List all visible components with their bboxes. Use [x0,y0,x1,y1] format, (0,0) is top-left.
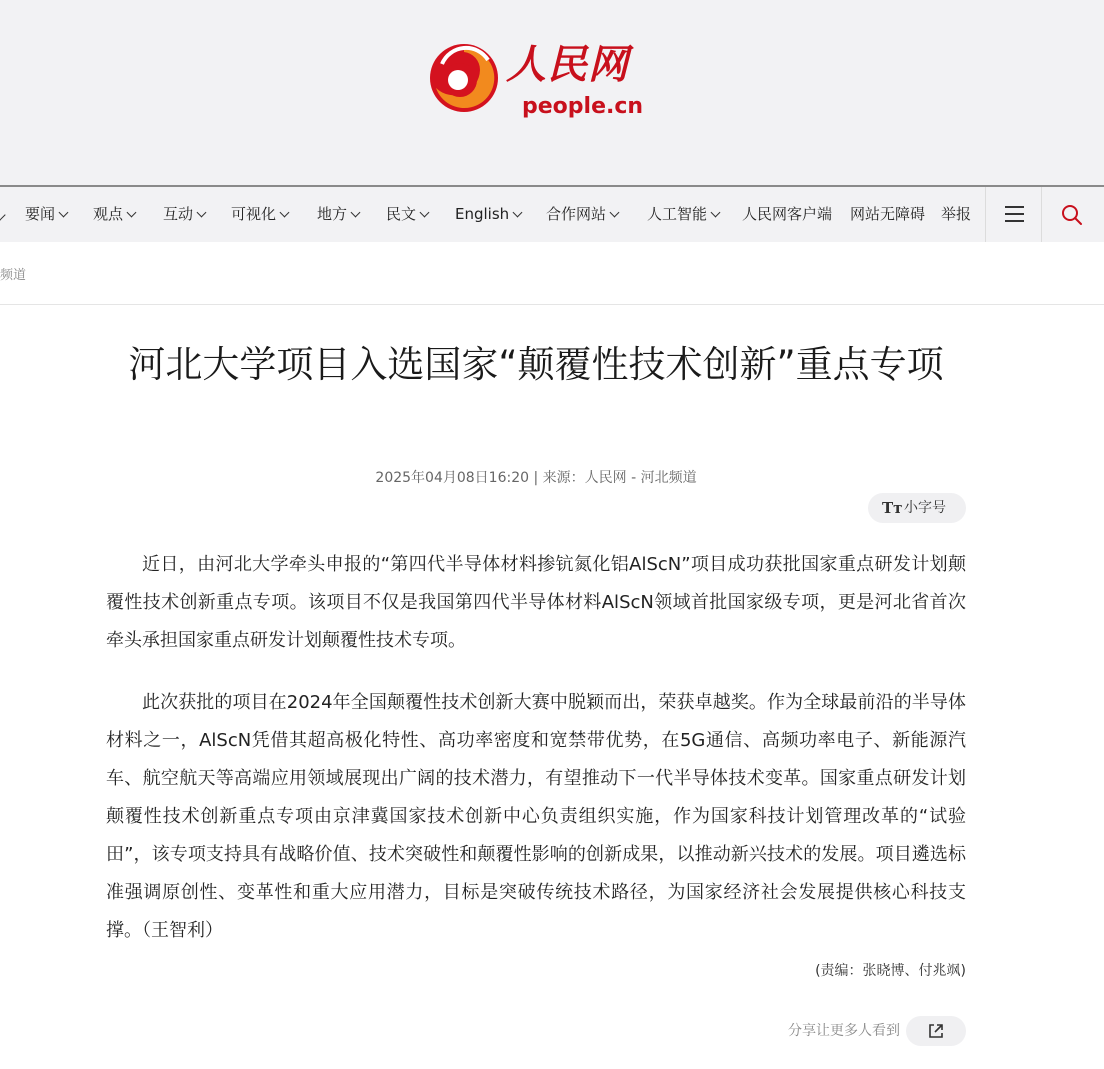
article-editor: (责编：张晓博、付兆飒) [815,963,966,979]
font-size-icon: Tт [882,499,903,517]
nav-item-label: 观点 [93,205,124,223]
site-header [0,0,1104,185]
article-title: 河北大学项目入选国家“颠覆性技术创新”重点专项 [128,343,944,386]
nav-item-client[interactable] [742,187,832,242]
nav-item-hezuo[interactable] [546,187,618,242]
nav-item-yaowen[interactable] [25,187,67,242]
breadcrumb[interactable] [0,264,26,283]
site-logo[interactable] [428,40,648,124]
chevron-down-icon [610,208,620,218]
font-size-toggle-label: 小字号 [904,500,946,516]
nav-item-label: 可视化 [231,205,277,223]
nav-item-accessibility[interactable] [850,187,925,242]
logo-english-wordmark: people.cn [522,94,644,119]
share-prompt: 分享让更多人看到 [788,1023,900,1039]
nav-item-label: 要闻 [25,205,56,223]
hamburger-icon-bar [1005,220,1024,222]
nav-item-label: 合作网站 [546,205,607,223]
logo-chinese-wordmark: 人民网 [506,41,629,88]
main-navigation [0,185,1104,242]
article-meta: 2025年04月08日16:20 | 来源：人民网 - 河北频道 [375,470,697,486]
chevron-down-icon [0,211,6,220]
nav-item-label: 人工智能 [647,205,708,223]
chevron-down-icon [59,208,69,218]
nav-item-label: English [455,205,510,223]
hamburger-icon-bar [1005,213,1024,215]
hamburger-icon [1005,206,1024,208]
menu-button[interactable] [985,187,1041,242]
people-logo-icon [428,42,500,114]
share-external-icon [927,1022,945,1040]
font-size-toggle-button[interactable] [868,493,966,523]
chevron-down-icon [280,208,290,218]
nav-item-guandian[interactable] [93,187,135,242]
chevron-down-icon [420,208,430,218]
nav-item-ai[interactable] [647,187,719,242]
nav-item-label: 人民网客户端 [742,205,833,223]
nav-item-label: 举报 [941,205,972,223]
nav-item-minwen[interactable] [386,187,428,242]
breadcrumb-channel[interactable]: 频道 [0,268,27,283]
nav-item-label: 地方 [317,205,348,223]
search-button[interactable] [1041,187,1104,242]
divider [0,304,1104,305]
nav-item-report[interactable] [941,187,971,242]
chevron-down-icon [711,208,721,218]
nav-item-english[interactable] [455,187,521,242]
nav-item-hudong[interactable] [163,187,205,242]
nav-item-label: 互动 [163,205,194,223]
article-paragraph: 近日，由河北大学牵头申报的“第四代半导体材料掺钪氮化铝AlScN”项目成功获批国家重点研发计划颠覆性技术创新重点专项。该项目不仅是我国第四代半导体材料AlScN领域首批国家级专项，更是河北省首次牵头承担国家重点研发计划颠覆性技术专项。 [106,554,966,651]
chevron-down-icon [513,208,523,218]
nav-item-keshihua[interactable] [231,187,288,242]
chevron-down-icon [197,208,207,218]
nav-item-difang[interactable] [317,187,359,242]
chevron-down-icon [351,208,361,218]
nav-item-label: 民文 [386,205,417,223]
search-icon [1060,203,1084,227]
nav-item-label: 网站无障碍 [850,205,926,223]
article-paragraph: 此次获批的项目在2024年全国颠覆性技术创新大赛中脱颖而出，荣获卓越奖。作为全球最前沿的半导体材料之一，AlScN凭借其超高极化特性、高功率密度和宽禁带优势，在5G通信、高频功率电子、新能源汽车、航空航天等高端应用领域展现出广阔的技术潜力，有望推动下一代半导体技术变革。国家重点研发计划颠覆性技术创新重点专项由京津冀国家技术创新中心负责组织实施，作为国家科技计划管理改革的“试验田”，该专项支持具有战略价值、技术突破性和颠覆性影响的创新成果，以推动新兴技术的发展。项目遴选标准强调原创性、变革性和重大应用潜力，目标是突破传统技术路径，为国家经济社会发展提供核心科技支撑。（王智利） [106,692,966,941]
chevron-down-icon [127,208,137,218]
share-button[interactable] [906,1016,966,1046]
